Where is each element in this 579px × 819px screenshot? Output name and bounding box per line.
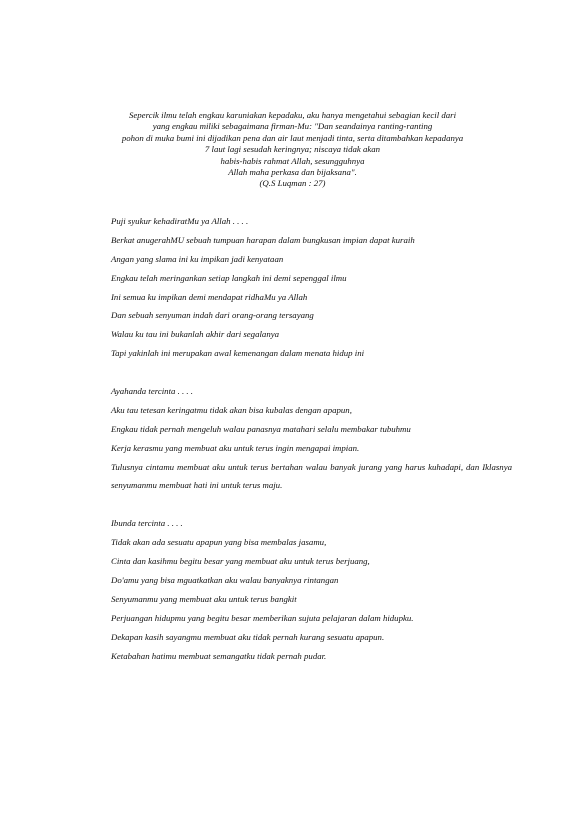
stanza-spacer [111,363,512,382]
epigraph-line: 7 laut lagi sesudah keringnya; niscaya tidak akan [204,144,381,155]
epigraph-line: pohon di muka bumi ini dijadikan pena dan air laut menjadi tinta, serta ditambahkan kepadanya [121,132,464,143]
verse-line: Aku tau tetesan keringatmu tidak akan bisa kubalas dengan apapun, [111,404,352,415]
verse-line: Tidak akan ada sesuatu apapun yang bisa membalas jasamu, [111,537,327,548]
verse-line: Dekapan kasih sayangmu membuat aku tidak pernah kurang sesuatu apapun. [111,631,385,642]
verse-line: Cinta dan kasihmu begitu besar yang membuat aku untuk terus berjuang, [111,556,370,567]
verse-line: Ketabahan hatimu membuat semangatku tidak pernah pudar. [111,650,327,661]
verse-line: Dan sebuah senyuman indah dari orang-orang tersayang [111,310,314,321]
verse-line: Walau ku tau ini bukanlah akhir dari segalanya [111,329,280,340]
epigraph-line: yang engkau miliki sebagaimana firman-Mu: "Dan seandainya ranting-ranting [152,121,433,132]
verse-line: Do'amu yang bisa mguatkatkan aku walau banyaknya rintangan [111,574,339,585]
epigraph-line: habis-habis rahmat Allah, sesungguhnya [220,155,365,166]
epigraph-line: Sepercik ilmu telah engkau karuniakan kepadaku, aku hanya mengetahui sebagian kecil dari [128,110,457,120]
stanza-heading: Ibunda tercinta . . . . [111,518,183,529]
stanza-father [111,382,512,495]
verse-line: Tapi yakinlah ini merupakan awal kemenangan dalam menata hidup ini [111,348,365,359]
stanza-spacer [111,495,512,514]
verse-paragraph: Tulusnya cintamu membuat aku untuk terus bertahan walau banyak jurang yang harus kuhadapi, dan Iklasnya senyumanmu membuat hati ini untuk terus maju. [111,461,512,491]
epigraph-line: Allah maha perkasa dan bijaksana". [228,167,357,178]
stanza-heading: Ayahanda tercinta . . . . [111,386,194,397]
verse-line: Engkau telah meringankan setiap langkah ini demi sepenggal ilmu [111,272,347,283]
dedication-verses [111,212,512,665]
verse-line: Engkau tidak pernah mengeluh walau panasnya matahari selalu membakar tubuhmu [111,423,411,434]
stanza-gratitude [111,212,512,363]
verse-line: Kerja kerasmu yang membuat aku untuk terus ingin mengapai impian. [111,442,360,453]
verse-line: Ini semua ku impikan demi mendapat ridhaMu ya Allah [111,291,308,302]
quran-epigraph [100,110,485,190]
verse-line: Berkat anugerahMU sebuah tumpuan harapan dalam bungkusan impian dapat kuraih [111,234,415,245]
verse-line: Perjuangan hidupmu yang begitu besar memberikan sujuta pelajaran dalam hidupku. [111,612,414,623]
verse-line: Angan yang slama ini ku impikan jadi kenyataan [111,253,284,264]
verse-line: Senyumanmu yang membuat aku untuk terus bangkit [111,593,297,604]
epigraph-citation: (Q.S Luqman : 27) [259,178,326,189]
stanza-mother [111,514,512,665]
verse-line: Puji syukur kehadiratMu ya Allah . . . . [111,216,249,226]
